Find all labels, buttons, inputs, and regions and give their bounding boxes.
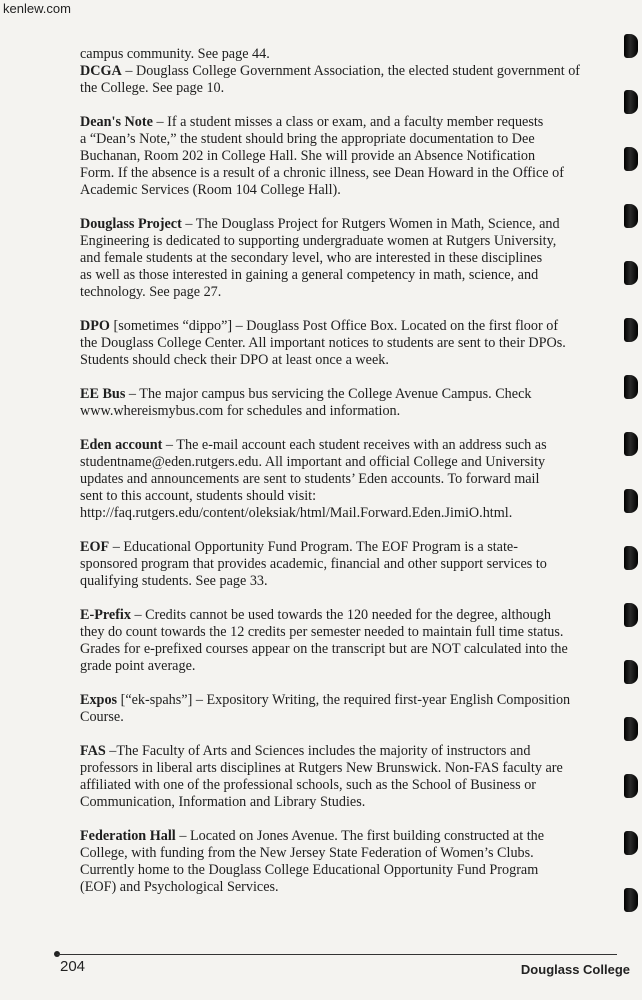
entry-term: Expos: [80, 692, 118, 708]
entry-definition: –The Faculty of Arts and Sciences includes the majority of instructors and professors in liberal arts disciplines at Rutgers New Brunswick. Non-FAS faculty are affiliated with one of the professional schools, such as the School of Business or Communication, Information and Library Studies.: [80, 743, 563, 810]
entry-definition: – The e-mail account each student receives with an address such as studentname@eden.rutgers.edu. All important and official College and University updates and announcements are sent to students’ Eden accounts. To forward mail sent to this account, students should visit: http://faq.rutgers.edu/content/oleksiak/html/Mail.Forward.Eden.JimiO.html.: [80, 437, 547, 521]
entry-paragraph: [80, 539, 620, 590]
watermark: kenlew.com: [3, 1, 71, 16]
entry-term: Eden account: [80, 437, 163, 453]
entry-definition: [“ek-spahs”] – Expository Writing, the required first-year English Composition Course.: [80, 692, 571, 725]
glossary-content: [80, 46, 620, 913]
entry-term: Douglass Project: [80, 216, 182, 232]
binding-ring: [624, 774, 638, 798]
glossary-entry: [80, 114, 620, 199]
binding-ring: [624, 660, 638, 684]
binding-ring: [624, 717, 638, 741]
binding-ring: [624, 90, 638, 114]
glossary-entry: [80, 63, 620, 97]
binding-ring: [624, 888, 638, 912]
binding-ring: [624, 489, 638, 513]
entry-definition: – Located on Jones Avenue. The first building constructed at the College, with funding from the New Jersey State Federation of Women’s Clubs. Currently home to the Douglass College Educational Opportunity Fund Program (EOF) and Psychological Services.: [80, 828, 545, 895]
binding-ring: [624, 204, 638, 228]
binding-ring: [624, 318, 638, 342]
glossary-entry: [80, 386, 620, 420]
binding-ring: [624, 831, 638, 855]
glossary-entry: [80, 216, 620, 301]
entry-paragraph: [80, 46, 620, 63]
glossary-entry: [80, 692, 620, 726]
glossary-entry: [80, 318, 620, 369]
binding-ring: [624, 147, 638, 171]
glossary-entry: [80, 743, 620, 811]
entry-definition: – Educational Opportunity Fund Program. The EOF Program is a state- sponsored program that provides academic, financial and other support services to qualifying students. See page 33.: [80, 539, 547, 589]
entry-paragraph: [80, 318, 620, 369]
entry-definition: – Credits cannot be used towards the 120 needed for the degree, although they do count towards the 12 credits per semester needed to maintain full time status. Grades for e-prefixed courses appear on the transcript but are NOT calculated into the grade point average.: [80, 607, 568, 674]
glossary-entry: [80, 46, 620, 63]
entry-term: EE Bus: [80, 386, 126, 402]
entry-definition: – The major campus bus servicing the College Avenue Campus. Check www.whereismybus.com for schedules and information.: [80, 386, 532, 419]
binding-ring: [624, 603, 638, 627]
glossary-entry: [80, 607, 620, 675]
entry-paragraph: [80, 828, 620, 896]
entry-term: DCGA: [80, 63, 122, 79]
binding-ring: [624, 432, 638, 456]
entry-paragraph: [80, 607, 620, 675]
entry-term: DPO: [80, 318, 110, 334]
page-number: 204: [60, 958, 86, 975]
entry-paragraph: [80, 437, 620, 522]
entry-term: E-Prefix: [80, 607, 131, 623]
entry-term: Dean's Note: [80, 114, 153, 130]
glossary-entry: [80, 437, 620, 522]
entry-paragraph: [80, 63, 620, 97]
entry-paragraph: [80, 743, 620, 811]
entry-paragraph: [80, 386, 620, 420]
footer-rule: [57, 954, 617, 955]
entry-term: EOF: [80, 539, 110, 555]
entry-paragraph: [80, 114, 620, 199]
spiral-binding: [620, 0, 642, 1000]
entry-paragraph: [80, 216, 620, 301]
glossary-entry: [80, 539, 620, 590]
binding-ring: [624, 375, 638, 399]
binding-ring: [624, 546, 638, 570]
footer-title: Douglass College: [520, 962, 630, 977]
binding-ring: [624, 261, 638, 285]
entry-definition: – The Douglass Project for Rutgers Women in Math, Science, and Engineering is dedicated to supporting undergraduate women at Rutgers University, and female students at the secondary level, who are interested in these disciplines as well as those interested in gaining a general competency in math, science, and technology. See page 27.: [80, 216, 560, 300]
entry-definition: – If a student misses a class or exam, and a faculty member requests a “Dean’s Note,” the student should bring the appropriate documentation to Dee Buchanan, Room 202 in College Hall. She will provide an Absence Notification Form. If the absence is a result of a chronic illness, see Dean Howard in the Office of Academic Services (Room 104 College Hall).: [80, 114, 564, 198]
entry-term: FAS: [80, 743, 106, 759]
entry-definition: – Douglass College Government Association, the elected student government of the College. See page 10.: [80, 63, 581, 96]
entry-definition: campus community. See page 44.: [80, 46, 270, 62]
glossary-entry: [80, 828, 620, 896]
entry-paragraph: [80, 692, 620, 726]
entry-definition: [sometimes “dippo”] – Douglass Post Office Box. Located on the first floor of the Douglass College Center. All important notices to students are sent to their DPOs. Students should check their DPO at least once a week.: [80, 318, 566, 368]
entry-term: Federation Hall: [80, 828, 176, 844]
binding-ring: [624, 34, 638, 58]
